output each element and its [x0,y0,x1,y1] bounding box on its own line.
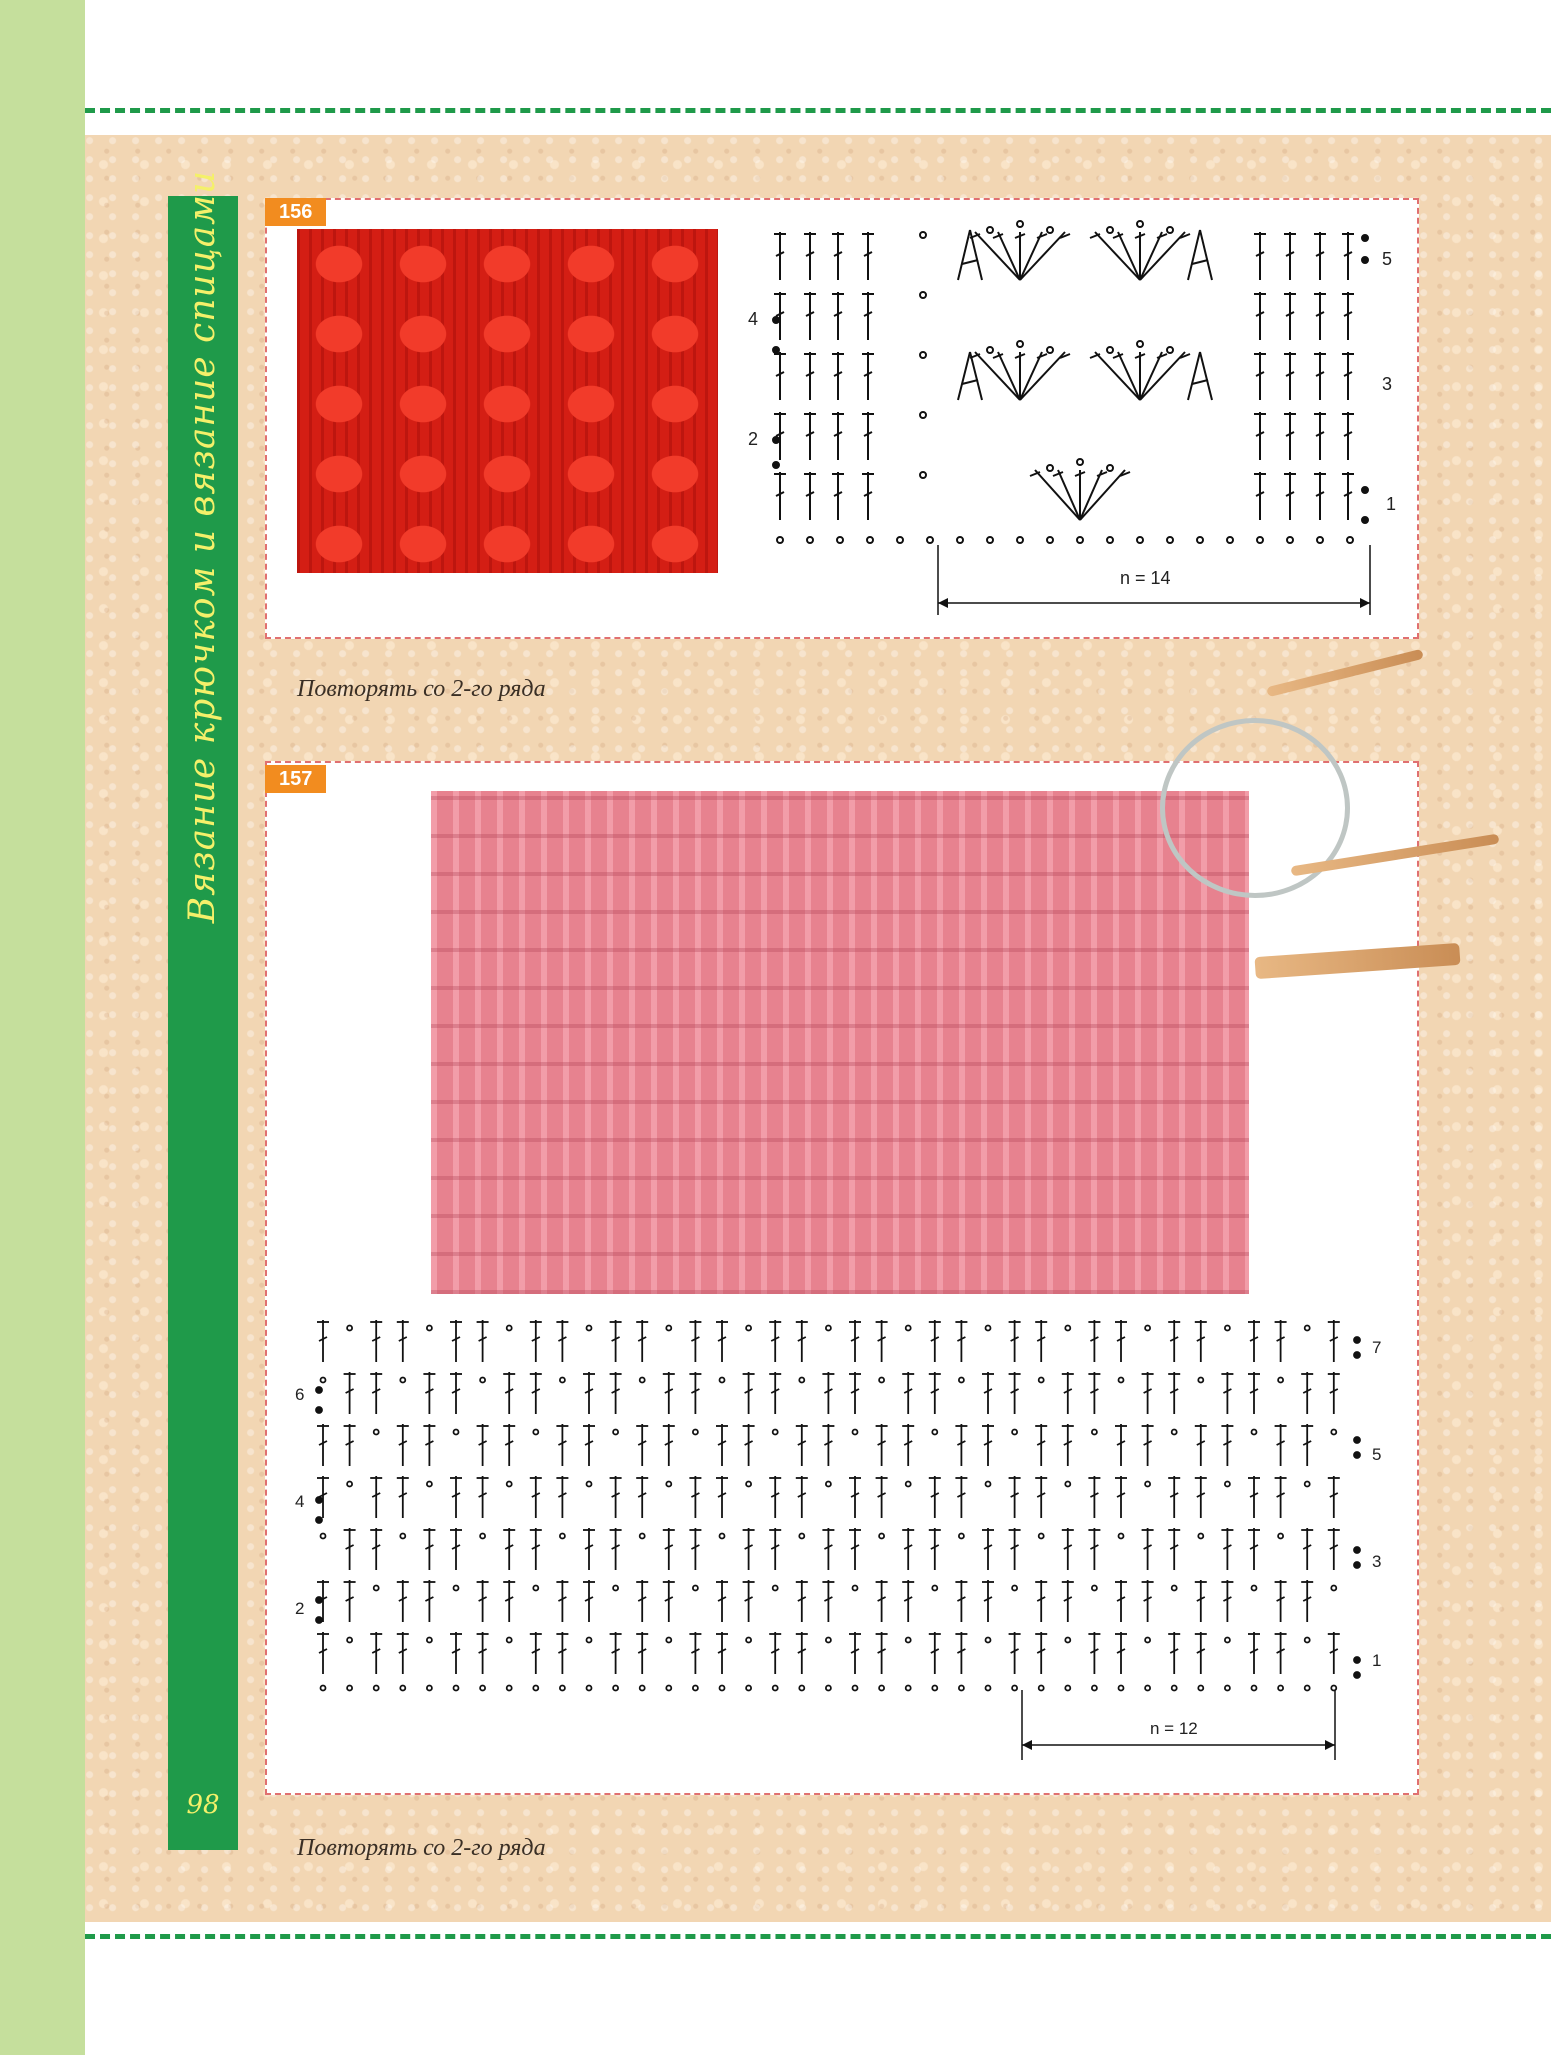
chain-symbol [1039,1378,1044,1383]
chain-symbol [693,1586,698,1591]
chain-symbol [879,1534,884,1539]
chain-symbol [837,537,843,543]
stitch-symbol [1157,234,1167,238]
chain-symbol [1317,537,1323,543]
chain-symbol [1252,1686,1257,1691]
chain-symbol [480,1378,485,1383]
chain-symbol [986,1686,991,1691]
chain-symbol [1119,1378,1124,1383]
slip-stitch-symbol [773,462,779,468]
chain-symbol [321,1378,326,1383]
chain-symbol [720,1686,725,1691]
chain-symbol [1065,1326,1070,1331]
chain-symbol [1225,1686,1230,1691]
chain-symbol [613,1586,618,1591]
pattern-156-caption: Повторять со 2-го ряда [297,676,546,702]
chain-symbol [613,1686,618,1691]
stitch-symbol [1095,232,1140,280]
slip-stitch-symbol [316,1387,322,1393]
chain-symbol [746,1686,751,1691]
chain-symbol [826,1686,831,1691]
chain-symbol [640,1686,645,1691]
chain-symbol [906,1326,911,1331]
chain-symbol [1017,221,1023,227]
chain-symbol [400,1378,405,1383]
chain-symbol [1092,1430,1097,1435]
chain-symbol [1331,1586,1336,1591]
chain-symbol [1092,1686,1097,1691]
stitch-symbol [975,352,1020,400]
slip-stitch-symbol [1362,517,1368,523]
chain-symbol [773,1586,778,1591]
chain-symbol [666,1686,671,1691]
chain-symbol [1017,341,1023,347]
chain-symbol [1331,1430,1336,1435]
chain-symbol [1065,1638,1070,1643]
chain-symbol [587,1638,592,1643]
chain-symbol [986,1326,991,1331]
chain-symbol [1172,1430,1177,1435]
chain-symbol [987,537,993,543]
chain-symbol [1197,537,1203,543]
chain-symbol [507,1326,512,1331]
chain-symbol [720,1534,725,1539]
chain-symbol [1137,221,1143,227]
stitch-symbol [1140,352,1162,400]
chain-symbol [986,1482,991,1487]
row-number-4: 4 [295,1492,305,1511]
slip-stitch-symbol [773,347,779,353]
stitch-symbol [998,232,1020,280]
chain-symbol [1047,465,1053,471]
row-number-3: 3 [1382,374,1393,394]
chain-symbol [347,1326,352,1331]
pattern-156-photo [297,229,718,573]
chain-symbol [807,537,813,543]
chain-symbol [853,1430,858,1435]
chain-symbol [897,537,903,543]
stitch-symbol [1095,352,1140,400]
row-number-4: 4 [748,309,759,329]
chain-symbol [927,537,933,543]
chain-symbol [1172,1586,1177,1591]
chain-symbol [1227,537,1233,543]
chain-symbol [826,1326,831,1331]
slip-stitch-symbol [1354,1547,1360,1553]
chain-symbol [920,352,926,358]
chain-symbol [1077,459,1083,465]
chain-symbol [1167,347,1173,353]
chain-symbol [1092,1586,1097,1591]
row-number-2: 2 [748,429,759,449]
stitch-symbol [1035,470,1080,520]
chain-symbol [1198,1534,1203,1539]
chain-symbol [1012,1586,1017,1591]
slip-stitch-symbol [773,317,779,323]
slip-stitch-symbol [316,1617,322,1623]
chain-symbol [640,1378,645,1383]
slip-stitch-symbol [773,437,779,443]
chain-symbol [666,1638,671,1643]
slip-stitch-symbol [316,1497,322,1503]
chain-symbol [1047,537,1053,543]
chain-symbol [1012,1686,1017,1691]
chain-symbol [1278,1686,1283,1691]
row-number-1: 1 [1372,1651,1382,1670]
chain-symbol [347,1638,352,1643]
stitch-symbol [1157,354,1167,358]
chain-symbol [507,1638,512,1643]
repeat-label: n = 12 [1150,1719,1198,1738]
chain-symbol [1278,1378,1283,1383]
chain-symbol [932,1430,937,1435]
stitch-symbol [1140,232,1185,280]
pattern-157-caption: Повторять со 2-го ряда [297,1835,546,1861]
chain-symbol [454,1686,459,1691]
chain-symbol [879,1378,884,1383]
chain-symbol [533,1586,538,1591]
chain-symbol [613,1430,618,1435]
chain-symbol [533,1430,538,1435]
row-number-3: 3 [1372,1552,1382,1571]
chain-symbol [1167,537,1173,543]
slip-stitch-symbol [316,1407,322,1413]
chain-symbol [1305,1638,1310,1643]
chain-symbol [1047,227,1053,233]
chain-symbol [640,1534,645,1539]
chain-symbol [1225,1638,1230,1643]
row-number-2: 2 [295,1599,305,1618]
chain-symbol [1305,1326,1310,1331]
chain-symbol [1039,1686,1044,1691]
chain-symbol [920,232,926,238]
row-number-7: 7 [1372,1338,1382,1357]
chain-symbol [932,1586,937,1591]
stitch-symbol [1020,232,1065,280]
chain-symbol [507,1686,512,1691]
chain-symbol [480,1534,485,1539]
chain-symbol [1137,537,1143,543]
bottom-dashed-rule [85,1934,1551,1939]
chain-symbol [1145,1482,1150,1487]
running-title [168,169,238,923]
chain-symbol [799,1378,804,1383]
chain-symbol [1198,1378,1203,1383]
stitch-symbol [970,352,982,400]
chain-symbol [1145,1686,1150,1691]
chain-symbol [1012,1430,1017,1435]
chain-symbol [906,1482,911,1487]
chain-symbol [1172,1686,1177,1691]
chain-symbol [1225,1482,1230,1487]
chain-symbol [906,1638,911,1643]
chain-symbol [1257,537,1263,543]
chain-symbol [427,1482,432,1487]
arrow-head-right [1325,1740,1335,1750]
stitch-symbol [1058,470,1080,520]
stitch-symbol [998,352,1020,400]
stitch-symbol [962,380,978,384]
stitch-symbol [1200,230,1212,280]
chain-symbol [400,1686,405,1691]
chain-symbol [693,1686,698,1691]
chain-symbol [1065,1686,1070,1691]
chain-symbol [1047,347,1053,353]
stitch-symbol [1192,380,1208,384]
chain-symbol [374,1586,379,1591]
chain-symbol [1198,1686,1203,1691]
chain-symbol [693,1430,698,1435]
pattern-157-photo [431,791,1249,1294]
chain-symbol [427,1638,432,1643]
chain-symbol [507,1482,512,1487]
chain-symbol [1252,1586,1257,1591]
slip-stitch-symbol [1354,1437,1360,1443]
chain-symbol [746,1638,751,1643]
chain-symbol [959,1378,964,1383]
chain-symbol [773,1686,778,1691]
chain-symbol [920,412,926,418]
stitch-symbol [975,232,1020,280]
left-margin-band [0,0,85,2055]
stitch-symbol [1097,472,1107,476]
arrow-head-right [1360,598,1370,608]
stitch-symbol [1140,232,1162,280]
chain-symbol [1225,1326,1230,1331]
chain-symbol [1145,1326,1150,1331]
chain-symbol [1252,1430,1257,1435]
slip-stitch-symbol [1354,1452,1360,1458]
chain-symbol [347,1686,352,1691]
chain-symbol [986,1638,991,1643]
chain-symbol [746,1326,751,1331]
row-number-1: 1 [1386,494,1397,514]
chain-symbol [920,472,926,478]
chain-symbol [666,1482,671,1487]
chain-symbol [666,1326,671,1331]
slip-stitch-symbol [316,1597,322,1603]
slip-stitch-symbol [1362,235,1368,241]
stitch-symbol [1080,470,1125,520]
stitch-symbol [1200,352,1212,400]
pattern-156-chart [740,220,1400,630]
stitch-symbol [1140,352,1185,400]
stitch-symbol [1020,352,1065,400]
chain-symbol [374,1430,379,1435]
chain-symbol [959,1534,964,1539]
row-number-5: 5 [1372,1445,1382,1464]
chain-symbol [799,1534,804,1539]
chain-symbol [987,227,993,233]
chain-symbol [879,1686,884,1691]
chain-symbol [1305,1482,1310,1487]
slip-stitch-symbol [1354,1562,1360,1568]
chain-symbol [906,1686,911,1691]
slip-stitch-symbol [1354,1672,1360,1678]
row-number-5: 5 [1382,249,1393,269]
stitch-symbol [1080,470,1102,520]
running-title-text: Вязание крючком и вязание спицами [182,169,224,923]
arrow-head-left [938,598,948,608]
chain-symbol [1077,537,1083,543]
chain-symbol [799,1686,804,1691]
chain-symbol [1107,537,1113,543]
stitch-symbol [962,260,978,264]
chain-symbol [777,537,783,543]
chain-symbol [746,1482,751,1487]
chain-symbol [987,347,993,353]
row-number-6: 6 [295,1385,305,1404]
stitch-symbol [1020,352,1042,400]
page-number: 98 [186,1790,220,1820]
chain-symbol [427,1326,432,1331]
chain-symbol [480,1686,485,1691]
slip-stitch-symbol [1354,1352,1360,1358]
slip-stitch-symbol [1362,487,1368,493]
stitch-symbol [958,352,970,400]
chain-symbol [853,1686,858,1691]
chain-symbol [1039,1534,1044,1539]
chain-symbol [1287,537,1293,543]
chain-symbol [587,1686,592,1691]
slip-stitch-symbol [1354,1657,1360,1663]
chain-symbol [773,1430,778,1435]
slip-stitch-symbol [316,1517,322,1523]
chain-symbol [454,1586,459,1591]
chain-symbol [1305,1686,1310,1691]
chain-symbol [1017,537,1023,543]
stitch-symbol [1188,352,1200,400]
chain-symbol [427,1686,432,1691]
stitch-symbol [1118,232,1140,280]
chain-symbol [1347,537,1353,543]
stitch-symbol [1192,260,1208,264]
chain-symbol [347,1482,352,1487]
chain-symbol [321,1534,326,1539]
chain-symbol [400,1534,405,1539]
stitch-symbol [958,230,970,280]
slip-stitch-symbol [1362,257,1368,263]
chain-symbol [587,1482,592,1487]
chain-symbol [1107,347,1113,353]
chain-symbol [1331,1686,1336,1691]
chain-symbol [321,1686,326,1691]
chain-symbol [1167,227,1173,233]
chain-symbol [560,1534,565,1539]
stitch-symbol [1020,232,1042,280]
chain-symbol [533,1686,538,1691]
chain-symbol [959,1686,964,1691]
chain-symbol [826,1638,831,1643]
stitch-symbol [1188,230,1200,280]
chain-symbol [1065,1482,1070,1487]
stitch-symbol [1037,234,1047,238]
chain-symbol [826,1482,831,1487]
chain-symbol [1278,1534,1283,1539]
chain-symbol [932,1686,937,1691]
chain-symbol [560,1378,565,1383]
chain-symbol [587,1326,592,1331]
chain-symbol [867,537,873,543]
chain-symbol [1137,341,1143,347]
stitch-symbol [1053,472,1063,476]
chain-symbol [1145,1638,1150,1643]
stitch-symbol [1118,352,1140,400]
pattern-157-number-badge: 157 [265,765,326,793]
arrow-head-left [1022,1740,1032,1750]
chain-symbol [374,1686,379,1691]
pattern-157-chart [285,1310,1395,1780]
chain-symbol [1119,1534,1124,1539]
chain-symbol [853,1586,858,1591]
top-dashed-rule [85,108,1551,113]
chain-symbol [920,292,926,298]
slip-stitch-symbol [1354,1337,1360,1343]
chain-symbol [957,537,963,543]
stitch-symbol [1037,354,1047,358]
chain-symbol [560,1686,565,1691]
chain-symbol [1107,465,1113,471]
chain-symbol [1119,1686,1124,1691]
chain-symbol [1107,227,1113,233]
chain-symbol [720,1378,725,1383]
chain-symbol [454,1430,459,1435]
pattern-156-number-badge: 156 [265,198,326,226]
repeat-label: n = 14 [1120,568,1171,588]
